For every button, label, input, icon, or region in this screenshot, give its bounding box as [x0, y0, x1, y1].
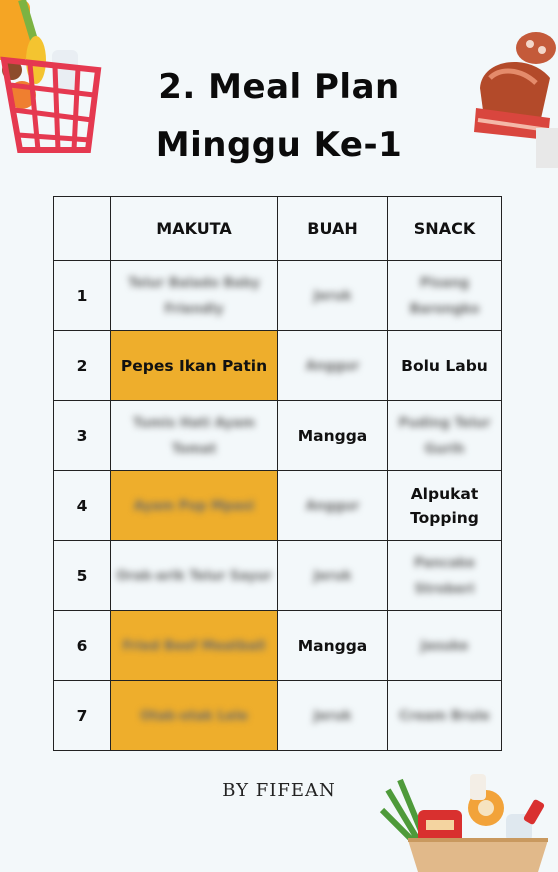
grocery-bag-icon: [378, 770, 558, 872]
title-line-2: Minggu Ke-1: [155, 125, 403, 165]
makuta-cell: Telur Balado Baby Friendly: [111, 261, 278, 331]
table-row: [54, 611, 502, 681]
row-number: 5: [54, 541, 111, 611]
table-row: [54, 541, 502, 611]
row-number: 1: [54, 261, 111, 331]
snack-cell: Pancake Stroberi: [388, 541, 502, 611]
row-number: 4: [54, 471, 111, 541]
header-buah: BUAH: [278, 197, 388, 261]
row-number: 6: [54, 611, 111, 681]
header-makuta: MAKUTA: [111, 197, 278, 261]
title-line-1: 2. Meal Plan: [158, 67, 400, 107]
table-row: [54, 331, 502, 401]
row-number: 3: [54, 401, 111, 471]
snack-cell: Pisang Barongko: [388, 261, 502, 331]
meal-plan-table: [53, 196, 501, 745]
makuta-cell: Pepes Ikan Patin: [111, 331, 278, 401]
snack-cell: Jasuke: [388, 611, 502, 681]
header-snack: SNACK: [388, 197, 502, 261]
makuta-cell: Otak-otak Lele: [111, 681, 278, 751]
makuta-cell: Orak-arik Telur Sayur: [111, 541, 278, 611]
table-row: [54, 401, 502, 471]
buah-cell: Mangga: [278, 611, 388, 681]
snack-cell: Cream Brule: [388, 681, 502, 751]
buah-cell: Anggur: [278, 471, 388, 541]
snack-cell: Bolu Labu: [388, 331, 502, 401]
buah-cell: Anggur: [278, 331, 388, 401]
buah-cell: Jeruk: [278, 541, 388, 611]
header-no: [54, 197, 111, 261]
row-number: 2: [54, 331, 111, 401]
makuta-cell: Fried Beef Meatball: [111, 611, 278, 681]
table-row: [54, 681, 502, 751]
buah-cell: Jeruk: [278, 681, 388, 751]
page-title: [0, 58, 558, 174]
buah-cell: Mangga: [278, 401, 388, 471]
snack-cell: Alpukat Topping: [388, 471, 502, 541]
author-credit: BY FIFEAN: [222, 780, 336, 801]
snack-cell: Puding Telur Gurih: [388, 401, 502, 471]
table-header-row: [54, 197, 502, 261]
buah-cell: Jeruk: [278, 261, 388, 331]
table-row: [54, 261, 502, 331]
makuta-cell: Ayam Pop Mpasi: [111, 471, 278, 541]
makuta-cell: Tumis Hati Ayam Tomat: [111, 401, 278, 471]
row-number: 7: [54, 681, 111, 751]
table-row: [54, 471, 502, 541]
